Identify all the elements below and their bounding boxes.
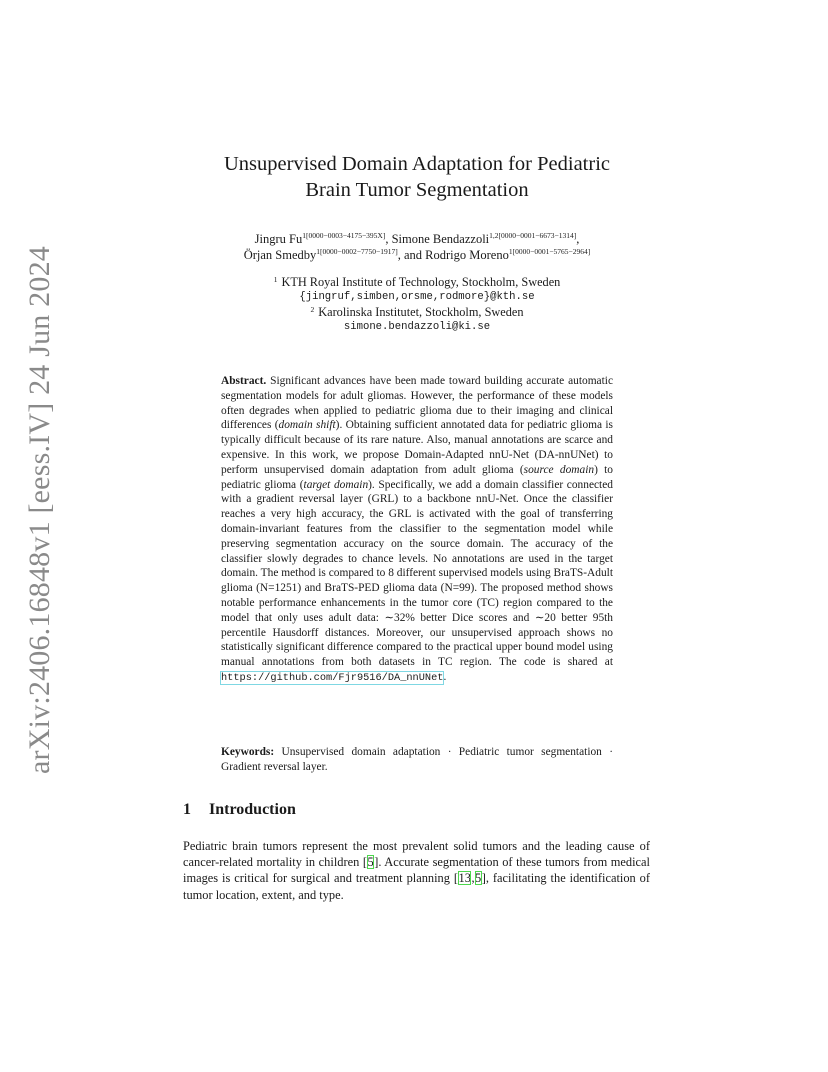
abstract-text: . [443,670,447,683]
arxiv-identifier [18,246,62,774]
keywords-text: Unsupervised domain adaptation · Pediatric tumor segmentation · Gradient reversal layer. [221,746,613,773]
author-orcid: 1[0000−0002−7750−1917] [316,247,398,256]
intro-text: , [471,871,475,886]
affiliation-name: Karolinska Institutet, Stockholm, Sweden [318,305,524,319]
affiliations [200,275,634,335]
paper-title-line-2: Brain Tumor Segmentation [305,179,529,201]
author-list [150,231,684,263]
intro-text: ]. Accurate segmentation of these tumors from medical images is critical for surgical and treatment planning [ [183,855,651,886]
abstract-text: ). Specifically, we add a domain classifier connected with a gradient reversal layer (GRL) to a backbone nnU-Net. Once the classifier reaches a very high accuracy, the GRL is activated with the goal of transferring domain-invariant features from the classifier to the segmentation model while preserving segmentation accuracy on the source domain. The accuracy of the classifier slowly degrades to chance levels. No annotations are used in the target domain. The method is compared to 8 different supervised models using BraTS-Adult glioma (N=1251) and BraTS-PED glioma data (N=99). The proposed method shows notable performance enhancements in the tumor core (TC) region compared to the model that only uses adult data: ∼32% better Dice scores and ∼20 better 95th percentile Hausdorff distances. Moreover, our unsupervised approach shows no statistically significant difference compared to the practical upper bound model using manual annotations from both datasets in TC region. The code is shared at [221,478,613,669]
keywords [221,745,613,775]
author-separator: , [576,232,580,246]
author-orcid: 1[0000−0003−4175−395X] [302,231,386,240]
affiliation-mark: 2 [310,305,315,314]
abstract-text: ). Obtaining sufficient annotated data for pediatric glioma is typically difficult because of its rare nature. Also, manual annotations are scarce and expensive. In this work, we propose Domain-Adapted nnU-Net (DA-nnUNet) to perform unsupervised domain adaptation from adult glioma ( [221,419,613,476]
section-heading [183,800,296,820]
affiliation-2 [200,305,634,320]
abstract-text: ) to pediatric glioma ( [221,463,613,491]
paper-title-line-1: Unsupervised Domain Adaptation for Pediatric [224,153,610,175]
abstract-emphasis: domain shift [278,419,336,432]
paper-title [150,151,684,203]
intro-text: ], facilitating the identification of tumor location, extent, and type. [183,871,650,902]
author-orcid: 1,2[0000−0001−6673−1314] [489,231,577,240]
section-number: 1 [183,801,191,818]
code-repository-link[interactable]: https://github.com/Fjr9516/DA_nnUNet [221,671,444,684]
author-separator: , [385,232,392,246]
author-name: Simone Bendazzoli [391,232,490,246]
keywords-label: Keywords: [221,746,275,758]
author-name: Jingru Fu [254,232,303,246]
section-title: Introduction [209,801,296,818]
affiliation-email: simone.bendazzoli@ki.se [343,321,491,333]
affiliation-mark: 1 [273,275,278,284]
affiliation-1 [200,275,634,290]
author-name: Rodrigo Moreno [425,248,509,262]
author-separator: , and [397,248,426,262]
citation-link[interactable]: 5 [475,871,482,886]
intro-text: Pediatric brain tumors represent the most prevalent solid tumors and the leading cause of cancer-related mortality in children [ [183,839,650,870]
abstract-label: Abstract. [221,375,267,387]
abstract-text: Significant advances have been made toward building accurate automatic segmentation models for adult gliomas. However, the performance of these models often degrades when applied to pediatric glioma due to their imaging and clinical differences ( [221,375,613,432]
abstract-emphasis: target domain [303,478,369,491]
affiliation-name: KTH Royal Institute of Technology, Stockholm, Sweden [281,275,561,289]
author-orcid: 1[0000−0001−5765−2964] [508,247,591,256]
abstract [221,374,613,686]
arxiv-identifier-text: arXiv:2406.16848v1 [eess.IV] 24 Jun 2024 [23,246,56,774]
affiliation-email: {jingruf,simben,orsme,rodmore}@kth.se [299,291,535,303]
citation-link[interactable]: 13 [458,871,471,886]
abstract-emphasis: source domain [523,463,595,476]
introduction-paragraph [183,838,650,903]
citation-link[interactable]: 5 [367,855,374,870]
author-name: Örjan Smedby [243,248,317,262]
